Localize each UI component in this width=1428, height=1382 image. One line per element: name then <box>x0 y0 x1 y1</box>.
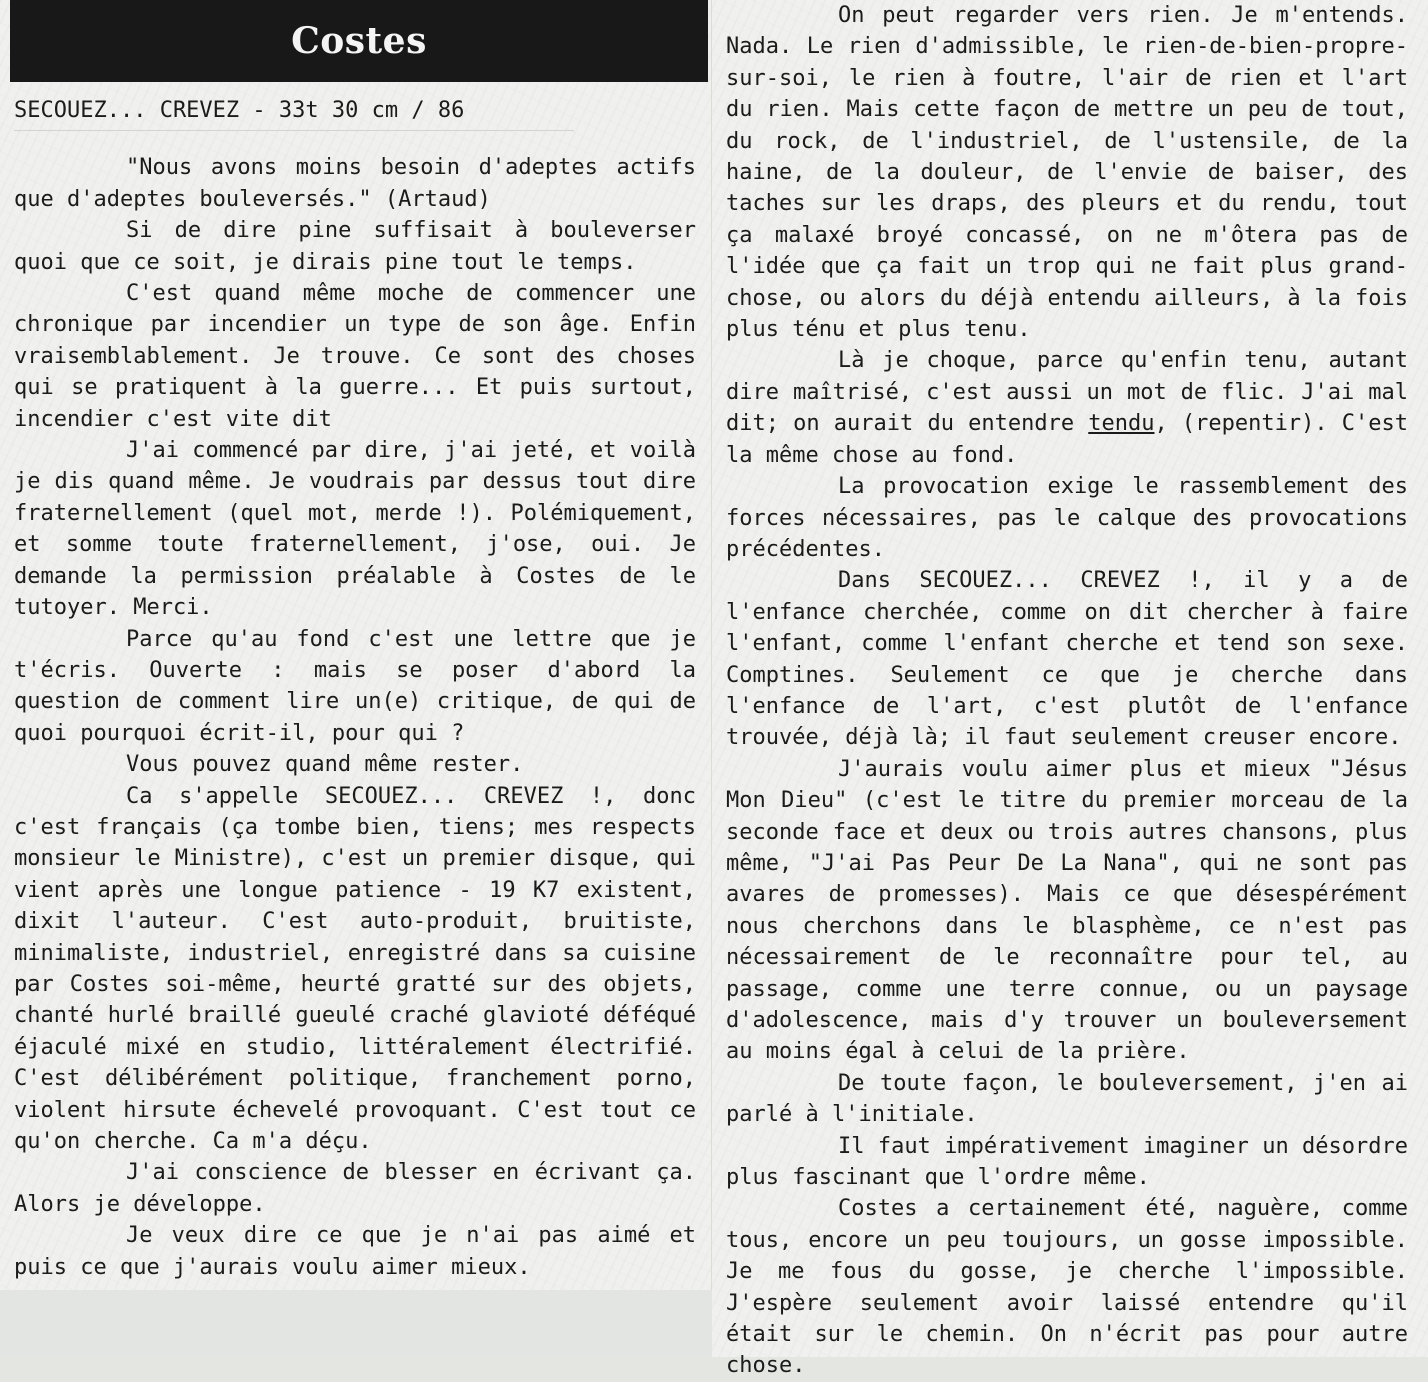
right-paragraph: J'aurais voulu aimer plus et mieux "Jésus Mon Dieu" (c'est le titre du premier morceau de la seconde face et deux ou trois autres chansons, plus même, "J'ai Pas Peur De La Nana", qui ne sont pas avares de promesses). Mais ce que désespérément nous cherchons dans le blasphème, ce n'est pas nécessairement de le reconnaître pour tel, au passage, comme une terre connue, ou un paysage d'adolescence, mais d'y trouver un bouleversement au moins égal à celui de la prière. <box>726 756 1408 1065</box>
right-paragraph: On peut regarder vers rien. Je m'entends. Nada. Le rien d'admissible, le rien-de-bien-propre-sur-soi, le rien à foutre, l'air de rien et l'art du rien. Mais cette façon de mettre un peu de tout, du rock, de l'industriel, de l'ustensile, de la haine, de la douleur, de l'envie de baiser, des taches sur les draps, des pleurs et du rendu, tout ça malaxé broyé concassé, on ne m'ôtera pas de l'idée que ça fait un trop qui ne fait plus grand-chose, ou alors du déjà entendu ailleurs, à la fois plus ténu et plus tenu. <box>726 3 1408 343</box>
left-paragraph: J'ai conscience de blesser en écrivant ça. Alors je développe. <box>14 1160 696 1217</box>
right-paragraph: De toute façon, le bouleversement, j'en ai parlé à l'initiale. <box>726 1070 1408 1128</box>
left-paragraph: J'ai commencé par dire, j'ai jeté, et voilà je dis quand même. Je voudrais par dessus tout dire fraternellement (quel mot, merde !). Polémiquement, et somme toute fraternellement, j'ose, oui. Je demande la permission préalable à Costes de le tutoyer. Merci. <box>14 438 696 621</box>
left-paragraph: Ca s'appelle SECOUEZ... CREVEZ !, donc c'est français (ça tombe bien, tiens; mes respects monsieur le Ministre), c'est un premier disque, qui vient après une longue patience - 19 K7 existent, dixit l'auteur. C'est auto-produit, bruitiste, minimaliste, industriel, enregistré dans sa cuisine par Costes soi-même, heurté gratté sur des objets, chanté hurlé braillé gueulé craché glavioté déféqué éjaculé mixé en studio, littéralement électrifié. C'est délibérément politique, franchement porno, violent hirsute échevelé provoquant. C'est tout ce qu'on cherche. Ca m'a déçu. <box>14 783 696 1154</box>
right-paragraph-with-underline <box>726 345 1408 471</box>
right-column <box>726 0 1408 1382</box>
left-paragraph: Si de dire pine suffisait à bouleverser quoi que ce soit, je dirais pine tout le temps. <box>14 218 696 275</box>
record-info-line: SECOUEZ... CREVEZ - 33t 30 cm / 86 <box>14 95 574 131</box>
left-column <box>14 95 696 1283</box>
paragraph-text: Là je choque, parce qu'enfin tenu, autant dire maîtrisé, c'est aussi un mot de flic. J'ai mal dit; on aurait du entendre <box>726 348 1408 437</box>
right-paragraph: Costes a certainement été, naguère, comme tous, encore un peu toujours, un gosse impossible. Je me fous du gosse, je cherche l'impossible. J'espère seulement avoir laissé entendre qu'il était sur le chemin. On n'écrit pas pour autre chose. <box>726 1196 1408 1379</box>
left-paragraph: Parce qu'au fond c'est une lettre que je t'écris. Ouverte : mais se poser d'abord la question de comment lire un(e) critique, de qui de quoi pourquoi écrit-il, pour qui ? <box>14 626 696 746</box>
column-divider <box>711 0 712 1357</box>
paragraph-text: , (repentir). C'est la même chose au fond. <box>726 411 1408 468</box>
right-paragraph: Dans SECOUEZ... CREVEZ !, il y a de l'enfance cherchée, comme on dit chercher à faire l'enfant, comme l'enfant cherche et tend son sexe. Comptines. Seulement ce que je cherche dans l'enfance de l'art, c'est plutôt de l'enfance trouvée, déjà là; il faut seulement creuser encore. <box>726 568 1408 751</box>
left-paragraph: "Nous avons moins besoin d'adeptes actifs que d'adeptes bouleversés." (Artaud) <box>14 155 696 212</box>
underlined-word: tendu <box>1088 411 1155 437</box>
left-paragraph: Vous pouvez quand même rester. <box>126 752 524 778</box>
article-title: Costes <box>291 20 427 62</box>
right-paragraph: La provocation exige le rassemblement des forces nécessaires, pas le calque des provocations précédentes. <box>726 474 1408 562</box>
left-paragraph: C'est quand même moche de commencer une chronique par incendier un type de son âge. Enfin vraisemblablement. Je trouve. Ce sont des choses qui se pratiquent à la guerre... Et puis surtout, incendier c'est vite dit <box>14 281 696 432</box>
page-margin-shade <box>0 1290 712 1357</box>
left-paragraph: Je veux dire ce que je n'ai pas aimé et puis ce que j'aurais voulu aimer mieux. <box>14 1223 696 1280</box>
title-banner <box>10 0 708 82</box>
right-paragraph: Il faut impérativement imaginer un désordre plus fascinant que l'ordre même. <box>726 1133 1408 1191</box>
